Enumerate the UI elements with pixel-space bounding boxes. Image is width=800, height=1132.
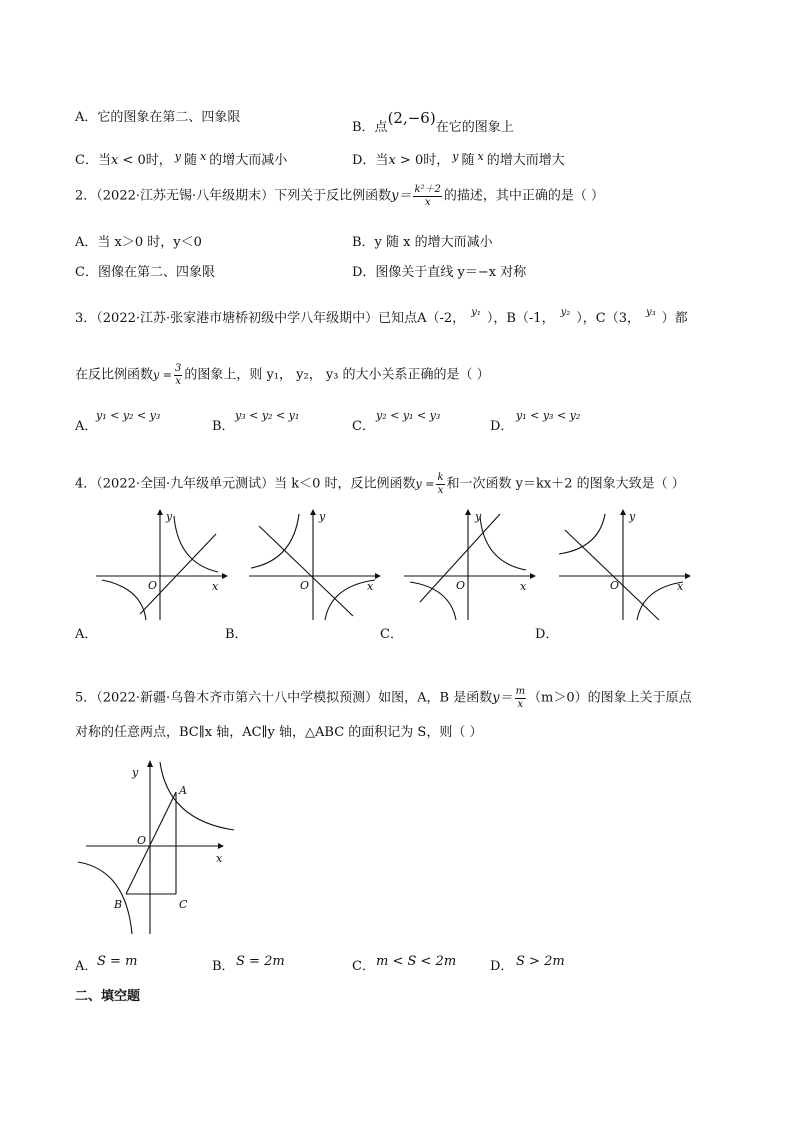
origin-label: O	[610, 579, 620, 592]
q5-figure	[78, 758, 248, 938]
x-label: x	[520, 580, 527, 593]
q1-c-t0: C．当	[75, 153, 111, 168]
q1-d-t6: x	[477, 150, 484, 163]
y-arrow-icon	[620, 509, 626, 515]
y-arrow-icon	[147, 760, 153, 767]
q3-option-c-expr: y₂ < y₁ < y₃	[376, 409, 441, 422]
origin-label: O	[456, 579, 466, 592]
q3-option-a-expr: y₁ < y₂ < y₃	[96, 409, 161, 422]
origin-label: O	[148, 579, 158, 592]
q3-frac-num: 3	[174, 363, 182, 374]
q3-option-a-label: A．	[75, 419, 98, 434]
q4-graph-b	[245, 508, 385, 623]
q2-stem	[75, 184, 604, 208]
q3-option-b-label: B．	[212, 419, 235, 434]
q2-stem-post: 的描述，其中正确的是（ ）	[443, 188, 605, 204]
origin-label: O	[300, 579, 310, 592]
point-b-label: B	[114, 898, 123, 911]
q1-option-d	[352, 151, 565, 167]
q4-frac-num: k	[437, 472, 444, 483]
q3-line2-post: 的图象上，则 y₁， y₂， y₃ 的大小关系正确的是（ ）	[184, 367, 490, 383]
q4-graph-c	[400, 508, 540, 623]
q4-fraction	[436, 472, 444, 496]
q3-option-d-expr: y₁ < y₃ < y₂	[516, 409, 581, 422]
q1-option-c	[75, 151, 287, 167]
point-c-label: C	[179, 898, 188, 911]
q4-stem-pre: 4．（2022·全国·九年级单元测试）当 k＜0 时，反比例函数	[75, 476, 416, 492]
q3-y3: y₃	[645, 307, 656, 318]
q2-option-d: D．图像关于直线 y＝−x 对称	[352, 265, 527, 280]
q1-c-t3: 时，	[145, 153, 172, 168]
x-label: x	[367, 580, 374, 593]
q1-c-t1: x	[110, 153, 119, 168]
q4-option-c: C．	[380, 627, 403, 642]
q5-line2: 对称的任意两点，BC∥x 轴，AC∥y 轴，△ABC 的面积记为 S，则（ ）	[75, 725, 483, 740]
x-arrow-icon	[375, 573, 381, 579]
q5-line1-pre: 5．（2022·新疆·乌鲁木齐市第六十八中学模拟预测）如图，A，B 是函数	[75, 690, 493, 706]
q2-fraction	[413, 184, 441, 208]
hyperbola-branch-upper	[480, 516, 526, 570]
y-label: y	[132, 766, 139, 779]
q5-func-lhs: y＝	[492, 690, 513, 706]
y-arrow-icon	[310, 509, 316, 515]
q1-d-t5: 随	[461, 153, 475, 168]
q3-option-c-label: C．	[352, 419, 375, 434]
y-arrow-icon	[465, 509, 471, 515]
q2-option-b: B．y 随 x 的增大而减小	[352, 235, 493, 250]
y-arrow-icon	[157, 509, 163, 515]
q1-d-t7: 的增大而增大	[486, 153, 565, 168]
q3-line1-a: 3．（2022·江苏·张家港市塘桥初级中学八年级期中）已知点	[75, 311, 418, 326]
linear-function-line	[259, 526, 353, 616]
q1-d-t3: 时，	[423, 153, 450, 168]
q3-frac-den: x	[175, 375, 181, 387]
q3-line1	[75, 308, 688, 325]
q3-line2	[75, 363, 490, 387]
q1-d-t1: x	[388, 153, 396, 168]
origin-label: O	[137, 834, 147, 847]
q5-option-d-label: D．	[490, 959, 514, 974]
q3-func-lhs: y =	[153, 368, 172, 382]
q3-point-b: ），B（-1，	[486, 311, 555, 326]
q5-option-a-label: A．	[75, 959, 98, 974]
q3-point-c: ），C（3，	[576, 311, 640, 326]
q4-option-b: B．	[225, 627, 248, 642]
q5-option-b-label: B．	[212, 959, 235, 974]
q1-option-b-pre: B．点	[352, 120, 388, 135]
x-label: x	[216, 852, 223, 865]
q3-option-b-expr: y₃ < y₂ < y₁	[235, 409, 300, 422]
q5-frac-den: x	[517, 698, 524, 710]
q4-option-a: A．	[75, 627, 98, 642]
q1-option-b	[352, 111, 514, 134]
q1-d-t2: > 0	[395, 153, 424, 168]
x-arrow-icon	[222, 573, 228, 579]
q3-y1: y₁	[471, 307, 481, 318]
q5-option-c-expr: m < S < 2m	[376, 954, 457, 969]
q1-c-t5: 随	[183, 153, 197, 168]
q1-option-a: A．它的图象在第二、四象限	[75, 110, 241, 125]
q5-line1-post: （m＞0）的图象上关于原点	[528, 690, 692, 706]
q1-option-b-post: 在它的图象上	[435, 120, 514, 135]
q1-d-t4: y	[452, 150, 459, 163]
x-arrow-icon	[685, 573, 691, 579]
q5-line1	[75, 686, 692, 710]
q4-frac-den: x	[437, 484, 444, 496]
q4-stem-post: 和一次函数 y＝kx＋2 的图象大致是（ ）	[446, 476, 685, 492]
q5-option-d-expr: S > 2m	[516, 954, 565, 969]
q1-c-t7: 的增大而减小	[209, 153, 288, 168]
q3-line2-pre: 在反比例函数	[75, 367, 154, 383]
linear-function-line	[140, 534, 216, 614]
q2-option-c: C．图像在第二、四象限	[75, 265, 215, 280]
hyperbola-branch-lower	[78, 862, 132, 934]
q5-fraction	[515, 686, 526, 710]
q4-stem	[75, 472, 685, 496]
y-label: y	[166, 510, 173, 523]
q3-fraction	[174, 363, 182, 387]
q5-option-a-expr: S = m	[97, 954, 138, 969]
q2-func-lhs: y＝	[391, 188, 412, 204]
x-label: x	[677, 580, 684, 593]
point-a-label: A	[179, 784, 187, 797]
segment-ab	[126, 792, 176, 894]
q4-graph-a	[92, 508, 232, 623]
x-arrow-icon	[218, 843, 224, 849]
hyperbola-branch-lower	[102, 580, 146, 620]
q2-frac-den: x	[424, 196, 431, 208]
hyperbola-branch-upper	[160, 762, 234, 830]
q2-option-a: A．当 x＞0 时，y＜0	[75, 235, 202, 250]
q3-y2: y₂	[560, 307, 571, 318]
y-label: y	[475, 510, 482, 523]
x-label: x	[212, 580, 219, 593]
q2-frac-num: k²＋2	[414, 184, 441, 195]
linear-function-line	[565, 530, 659, 620]
q1-c-t6: x	[199, 150, 207, 163]
q4-option-d: D．	[535, 627, 559, 642]
hyperbola-branch-upper	[174, 516, 218, 572]
y-label: y	[629, 510, 636, 523]
section-title: 二、填空题	[75, 989, 141, 1004]
q3-point-a: A（-2，	[417, 311, 466, 326]
q1-c-t2: < 0	[118, 153, 146, 168]
hyperbola-branch-upper	[559, 514, 605, 554]
q5-frac-num: m	[515, 686, 526, 697]
x-arrow-icon	[530, 573, 536, 579]
q1-d-t0: D．当	[352, 153, 389, 168]
q5-option-c-label: C．	[352, 959, 375, 974]
q5-option-b-expr: S = 2m	[236, 954, 285, 969]
q2-stem-pre: 2．（2022·江苏无锡·八年级期末）下列关于反比例函数	[75, 188, 392, 204]
y-label: y	[319, 510, 326, 523]
q1-c-t4: y	[174, 150, 181, 163]
q4-graph-d	[555, 508, 695, 623]
q4-func-lhs: y =	[415, 477, 435, 491]
q3-option-d-label: D．	[490, 419, 514, 434]
q1-point: (2,−6)	[387, 109, 436, 127]
q3-tail: ）都	[661, 311, 688, 326]
